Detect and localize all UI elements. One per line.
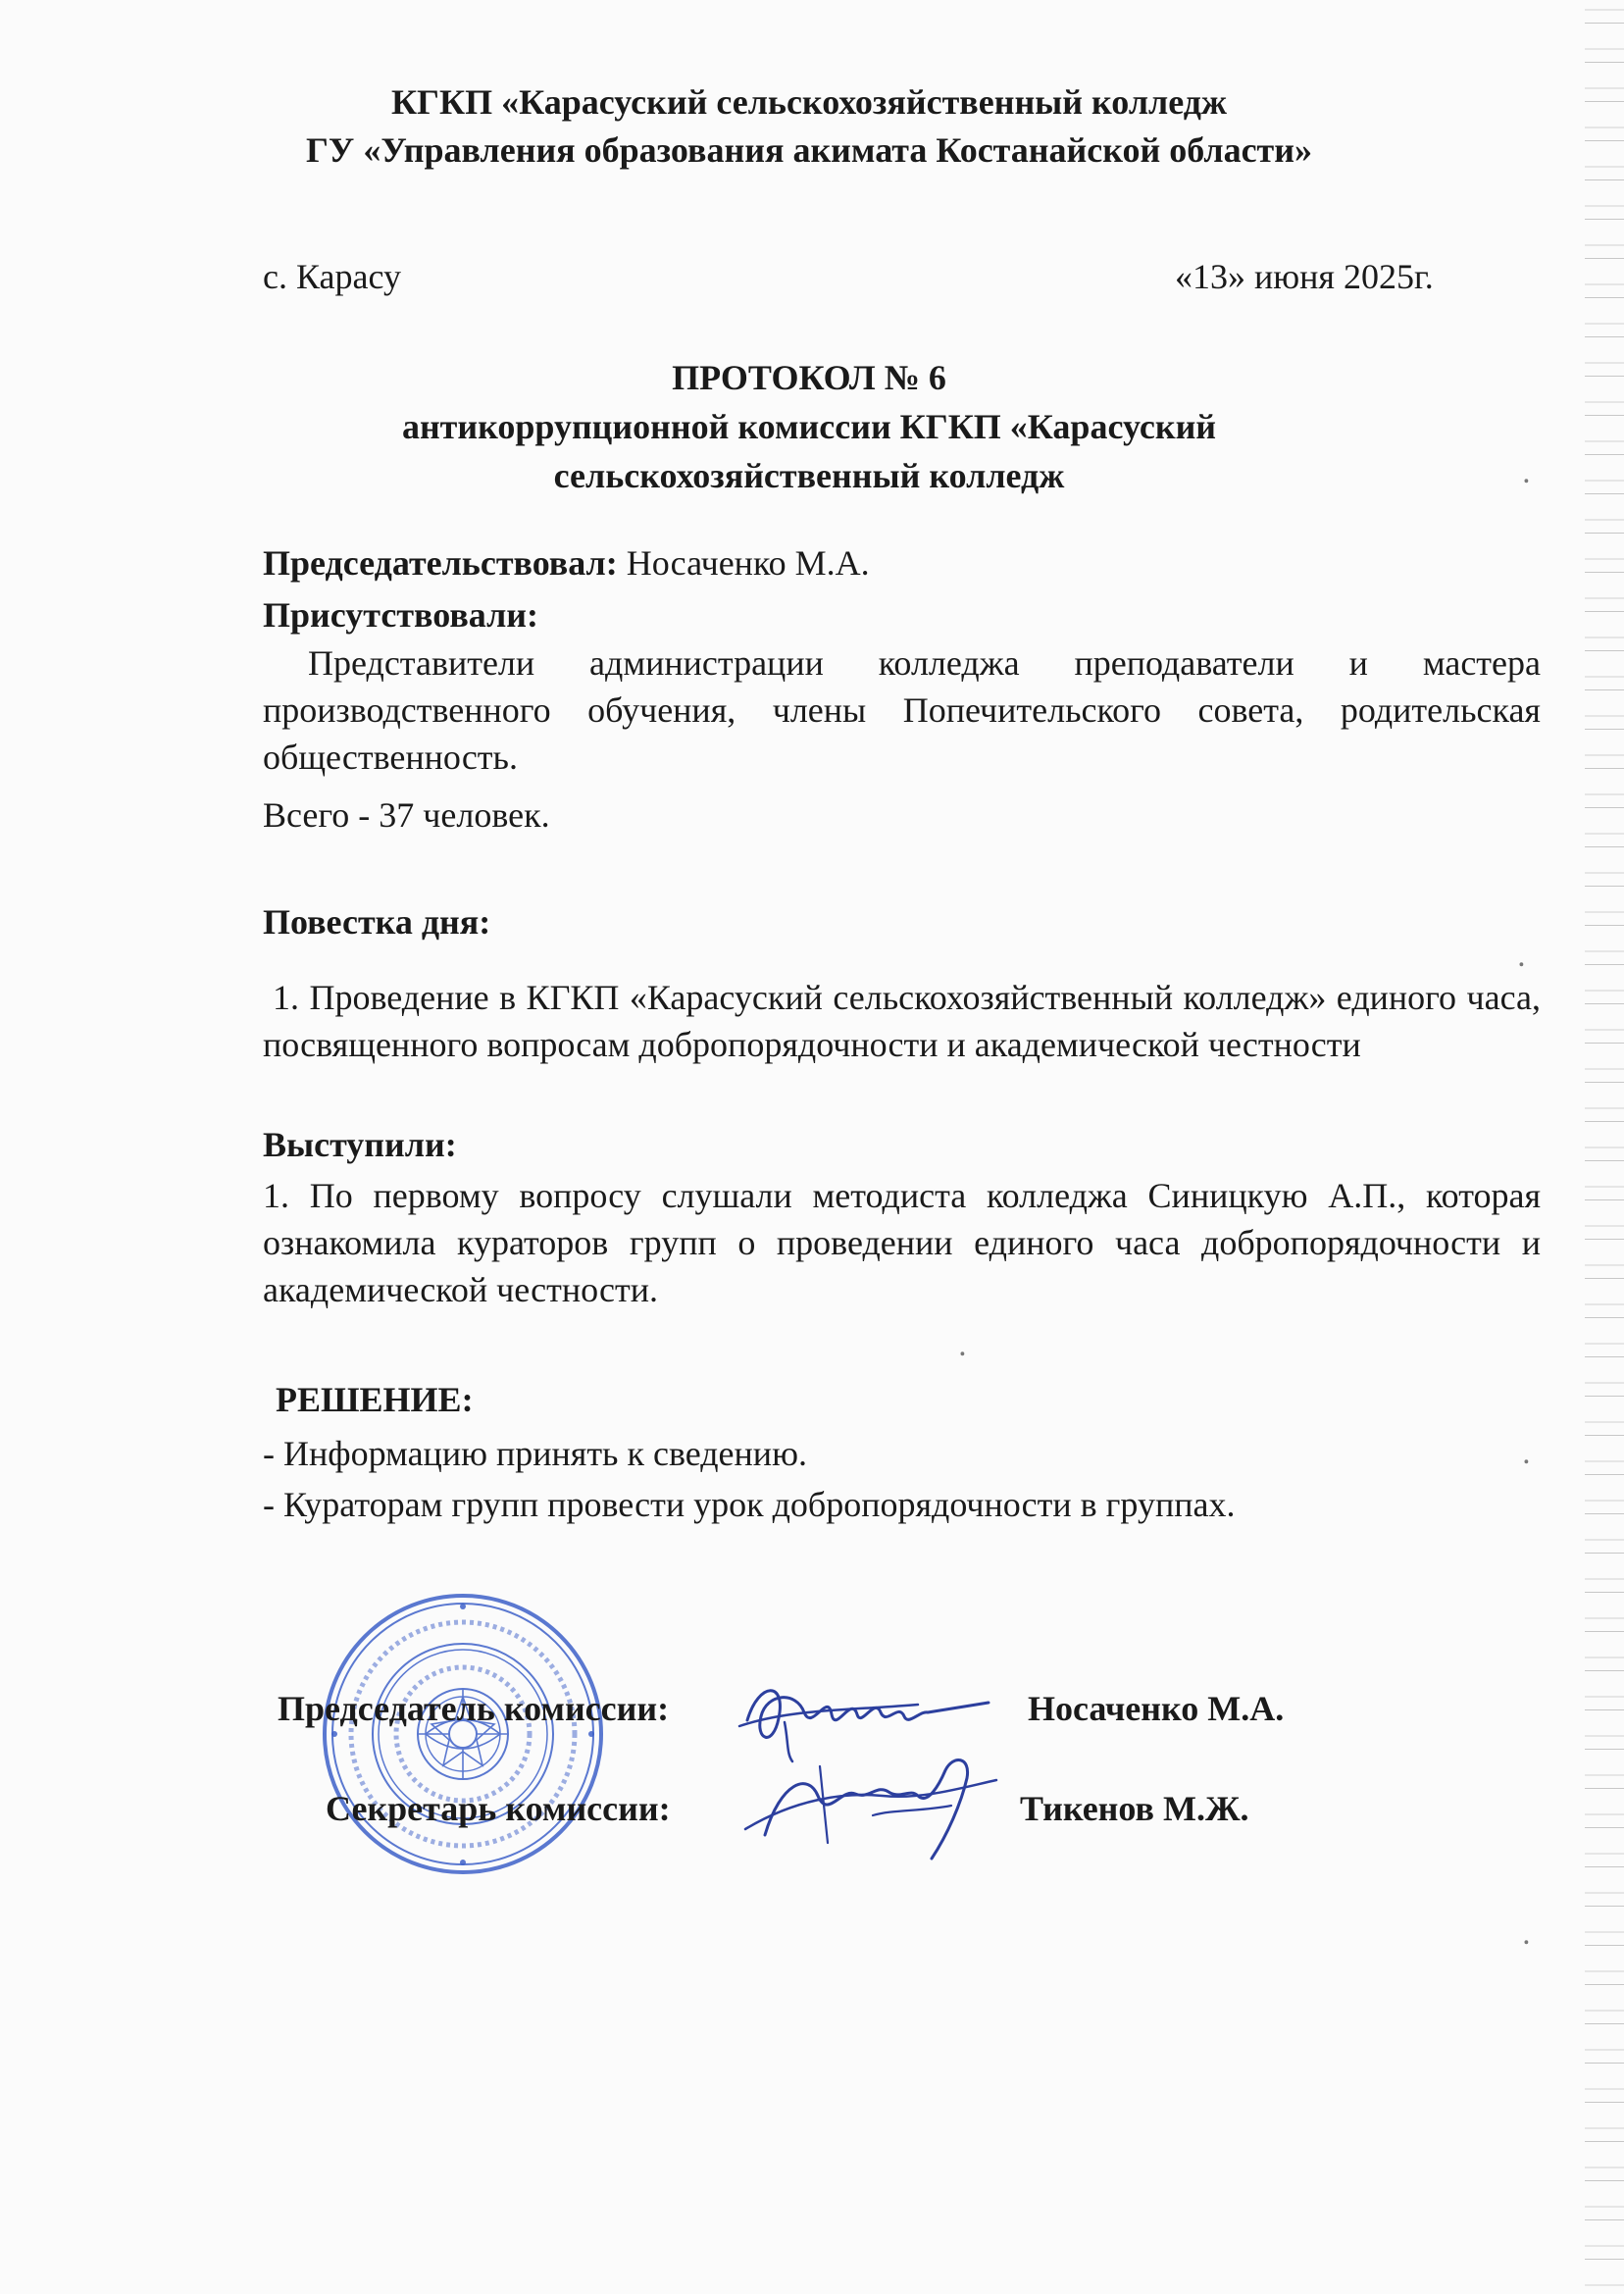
round-stamp — [316, 1587, 610, 1881]
chair-value: Носаченко М.А. — [626, 543, 870, 583]
chair-signature-label: Председатель комиссии: — [278, 1689, 670, 1728]
chair-line — [263, 539, 870, 586]
chair-signature-name: Носаченко М.А. — [1028, 1689, 1285, 1728]
decision-label: РЕШЕНИЕ: — [276, 1380, 474, 1419]
speakers-label: Выступили: — [263, 1125, 457, 1164]
secretary-signature-label: Секретарь комиссии: — [326, 1789, 671, 1828]
protocol-title: ПРОТОКОЛ № 6 — [672, 358, 946, 397]
scan-speck: ꞏ — [1523, 1450, 1530, 1474]
secretary-signature-name: Тикенов М.Ж. — [1020, 1789, 1249, 1828]
protocol-subtitle-1: антикоррупционной комиссии КГКП «Карасуский — [401, 407, 1217, 446]
protocol-subtitle-2: сельскохозяйственный колледж — [553, 456, 1065, 495]
agenda-label: Повестка дня: — [263, 902, 491, 942]
present-text: Представители администрации колледжа преподаватели и мастера производственного обучения, члены Попечительского совета, родительская общественность. — [263, 643, 1541, 777]
decision-item: - Информацию принять к сведению. — [263, 1434, 807, 1473]
scan-speck: ꞏ — [1518, 952, 1525, 977]
scan-edge-artifact — [1585, 0, 1624, 2294]
header-line-1: КГКП «Карасуский сельскохозяйственный колледж — [390, 82, 1228, 122]
agenda-item-1: 1. Проведение в КГКП «Карасуский сельскохозяйственный колледж» единого часа, посвященного вопросам добропорядочности и академической честности — [263, 978, 1541, 1064]
present-total: Всего - 37 человек. — [263, 795, 550, 835]
date: «13» июня 2025г. — [1175, 257, 1434, 296]
secretary-signature — [726, 1741, 1000, 1868]
chair-label: Председательствовал: — [263, 543, 618, 583]
header-line-2: ГУ «Управления образования акимата Костанайской области» — [306, 130, 1312, 170]
scan-speck: ꞏ — [959, 1342, 966, 1366]
scan-speck: ꞏ — [1523, 469, 1530, 493]
present-label: Присутствовали: — [263, 595, 539, 635]
scan-speck: ꞏ — [1523, 1930, 1530, 1955]
place: с. Карасу — [263, 257, 401, 296]
speakers-item-1: 1. По первому вопросу слушали методиста колледжа Синицкую А.П., которая ознакомила кураторов групп о проведении единого часа добропорядочности и академической честности. — [263, 1176, 1541, 1309]
decision-item: - Кураторам групп провести урок добропорядочности в группах. — [263, 1485, 1236, 1524]
